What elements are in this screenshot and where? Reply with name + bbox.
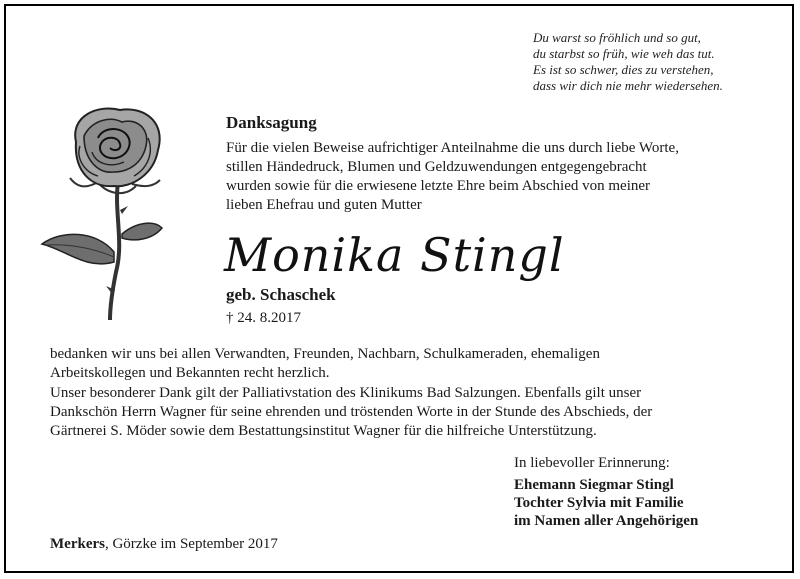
intro-line: Für die vielen Beweise aufrichtiger Anteilnahme die uns durch liebe Worte,	[226, 140, 679, 156]
special-thanks-paragraph	[50, 384, 790, 441]
poem-line: Du warst so fröhlich und so gut,	[533, 30, 701, 45]
place-town: Merkers	[50, 536, 105, 552]
signer: Ehemann Siegmar Stingl	[514, 477, 674, 493]
death-date: † 24. 8.2017	[226, 310, 301, 326]
place-rest: , Görzke im September 2017	[104, 536, 278, 552]
place-and-date	[50, 536, 278, 553]
deceased-name: Monika Stingl	[224, 228, 565, 282]
paragraph-line: Unser besonderer Dank gilt der Palliativstation des Klinikums Bad Salzungen. Ebenfalls gilt unser	[50, 385, 642, 401]
rose-icon	[36, 102, 186, 322]
poem	[533, 30, 783, 94]
paragraph-line: Gärtnerei S. Möder sowie dem Bestattungsinstitut Wagner für die hilfreiche Unterstützung.	[50, 423, 597, 439]
intro-line: lieben Ehefrau und guten Mutter	[226, 197, 422, 213]
poem-line: dass wir dich nie mehr wiedersehen.	[533, 78, 723, 93]
signer: im Namen aller Angehörigen	[514, 513, 699, 529]
paragraph-line: bedanken wir uns bei allen Verwandten, Freunden, Nachbarn, Schulkameraden, ehemaligen	[50, 346, 600, 362]
poem-line: Es ist so schwer, dies zu verstehen,	[533, 62, 714, 77]
signers	[514, 476, 698, 530]
signer: Tochter Sylvia mit Familie	[514, 495, 684, 511]
paragraph-line: Dankschön Herrn Wagner für seine ehrenden und tröstenden Worte in der Stunde des Abschieds, der	[50, 404, 653, 420]
paragraph-line: Arbeitskollegen und Bekannten recht herzlich.	[50, 365, 330, 381]
thanks-paragraph	[50, 345, 770, 383]
intro-text	[226, 139, 771, 215]
poem-line: du starbst so früh, wie weh das tut.	[533, 46, 715, 61]
obituary-card	[4, 4, 794, 573]
maiden-name: geb. Schaschek	[226, 285, 336, 304]
intro-line: wurden sowie für die erwiesene letzte Ehre beim Abschied von meiner	[226, 178, 651, 194]
closing-phrase: In liebevoller Erinnerung:	[514, 455, 670, 471]
intro-line: stillen Händedruck, Blumen und Geldzuwendungen entgegengebracht	[226, 159, 647, 175]
heading: Danksagung	[226, 113, 317, 132]
